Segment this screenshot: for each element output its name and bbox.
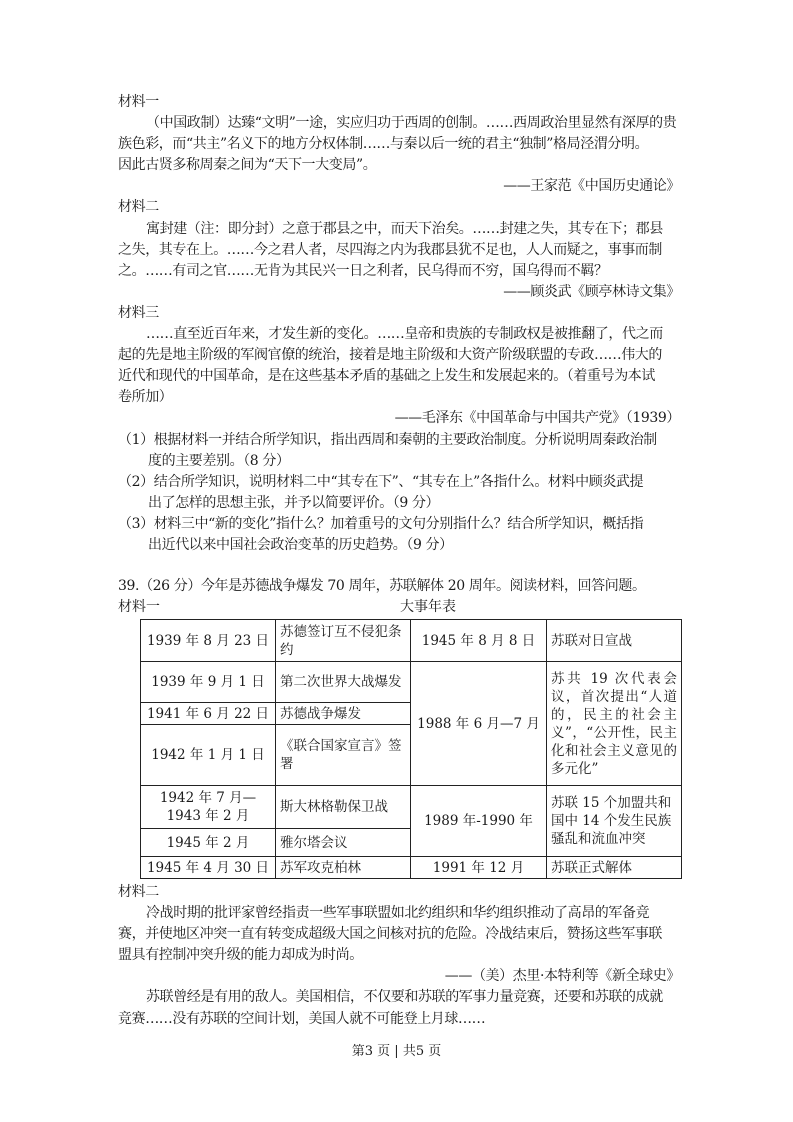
page-footer: 第3 页 | 共5 页: [351, 1044, 442, 1059]
event-cell: 苏联正式解体: [547, 857, 682, 879]
table-header: [118, 597, 680, 618]
event-cell: 苏德签订互不侵犯条约: [276, 620, 411, 662]
event-cell: 苏联对日宣战: [547, 620, 682, 662]
question-3: （3）材料三中“新的变化”指什么？加着重号的文句分别指什么？结合所学知识，概括指: [118, 515, 644, 532]
event-cell: 苏共 19 次代表会议，首次提出“人道的，民主的社会主义”，“公开性，民主化和社会主义意见的多元化”: [547, 662, 682, 786]
q39-material-2b-line: 竞赛……没有苏联的空间计划，美国人就不可能登上月球……: [118, 1010, 486, 1027]
table-title: 大事年表: [400, 599, 456, 616]
date-cell: 1939 年 9 月 1 日: [141, 662, 276, 703]
material-2-label: 材料二: [118, 199, 159, 216]
table-row: [141, 662, 682, 703]
material-3-line: 起的先是地主阶级的军阀官僚的统治，接着是地主阶级和大资产阶级联盟的专政……伟大的: [118, 347, 662, 364]
event-cell: 雅尔塔会议: [276, 829, 411, 857]
material-1-label: 材料一: [118, 94, 159, 110]
date-cell: 1939 年 8 月 23 日: [141, 620, 276, 662]
material-3-line: ……直至近百年来，才发生新的变化。……皇帝和贵族的专制政权是被推翻了，代之而: [146, 326, 663, 343]
material-1-line: （中国政制）达臻“文明”一途，实应归功于西周的创制。……西周政治里显然有深厚的贵: [146, 115, 677, 132]
date-cell: 1945 年 4 月 30 日: [141, 857, 276, 879]
material-2-source: ——顾炎武《顾亭林诗文集》: [503, 283, 680, 300]
date-cell: 1988 年 6 月—7 月: [411, 662, 547, 786]
date-cell: 1941 年 6 月 22 日: [141, 703, 276, 725]
material-3-label: 材料三: [118, 304, 159, 321]
q39-material-2-source: ——（美）杰里·本特利等《新全球史》: [444, 968, 680, 985]
event-cell: 第二次世界大战爆发: [276, 662, 411, 703]
question-39-stem: 39.（26 分）今年是苏德战争爆发 70 周年，苏联解体 20 周年。阅读材料，回答问题。: [118, 578, 646, 595]
question-2-cont: 出了怎样的思想主张，并予以简要评价。（9 分）: [148, 494, 440, 511]
date-cell: 1945 年 8 月 8 日: [411, 620, 547, 662]
table-row: [141, 620, 682, 662]
table-row: [141, 786, 682, 829]
event-cell: 苏联 15 个加盟共和国中 14 个发生民族骚乱和流血冲突: [547, 786, 682, 857]
date-cell: 1991 年 12 月: [411, 857, 547, 879]
event-cell: 斯大林格勒保卫战: [276, 786, 411, 829]
question-1: （1）根据材料一并结合所学知识，指出西周和秦朝的主要政治制度。分析说明周秦政治制: [118, 431, 657, 448]
question-1-cont: 度的主要差别。（8 分）: [148, 452, 290, 469]
material-2-line: 之。……有司之官……无肯为其民兴一日之利者，民乌得而不穷，国乌得而不羁？: [118, 262, 608, 279]
material-3-line: 卷所加）: [118, 389, 173, 406]
table-row: [141, 857, 682, 879]
event-cell: 《联合国家宣言》签署: [276, 725, 411, 786]
chronology-table: [140, 619, 682, 879]
question-2: （2）结合所学知识，说明材料二中“其专在下”、“其专在上”各指什么。材料中顾炎武提: [118, 473, 644, 490]
q39-material-2: [118, 882, 680, 1030]
date-cell: 1942 年 1 月 1 日: [141, 725, 276, 786]
question-3-cont: 出近代以来中国社会政治变革的历史趋势。（9 分）: [148, 536, 453, 553]
material-1-line: 因此古贤多称周秦之间为“天下一大变局”。: [118, 157, 377, 174]
material-1-line: 族色彩，而“共主”名义下的地方分权体制……与秦以后一统的君主“独制”格局泾渭分明。: [118, 136, 649, 153]
material-2-line: 寓封建（注：即分封）之意于郡县之中，而天下治矣。……封建之失，其专在下；郡县: [146, 220, 663, 237]
q39-material-2-label: 材料二: [118, 884, 159, 900]
q39-material-2-line: 冷战时期的批评家曾经指责一些军事联盟如北约组织和华约组织推动了高昂的军备竞: [146, 905, 650, 922]
event-cell: 苏德战争爆发: [276, 703, 411, 725]
date-cell: 1989 年-1990 年: [411, 786, 547, 857]
page-upper: [118, 92, 680, 618]
q39-material-2-line: 盟具有控制冲突升级的能力却成为时尚。: [118, 947, 363, 964]
material-3-line: 近代和现代的中国革命，是在这些基本矛盾的基础之上发生和发展起来的。（着重号为本试: [118, 368, 655, 385]
q39-material-1-label: 材料一: [118, 599, 160, 616]
event-cell: 苏军攻克柏林: [276, 857, 411, 879]
date-cell: 1942 年 7 月—1943 年 2 月: [141, 786, 276, 829]
q39-material-2-line: 赛，并使地区冲突一直有转变成超级大国之间核对抗的危险。冷战结束后，赞扬这些军事联: [118, 926, 662, 943]
date-cell: 1945 年 2 月: [141, 829, 276, 857]
material-2-line: 之失，其专在上。……今之君人者，尽四海之内为我郡县犹不足也，人人而疑之，事事而制: [118, 241, 662, 258]
material-3-source: ——毛泽东《中国革命与中国共产党》（1939）: [394, 410, 680, 427]
material-1-source: ——王家范《中国历史通论》: [503, 178, 680, 195]
q39-material-2b-line: 苏联曾经是有用的敌人。美国相信，不仅要和苏联的军事力量竞赛，还要和苏联的成就: [146, 989, 663, 1006]
